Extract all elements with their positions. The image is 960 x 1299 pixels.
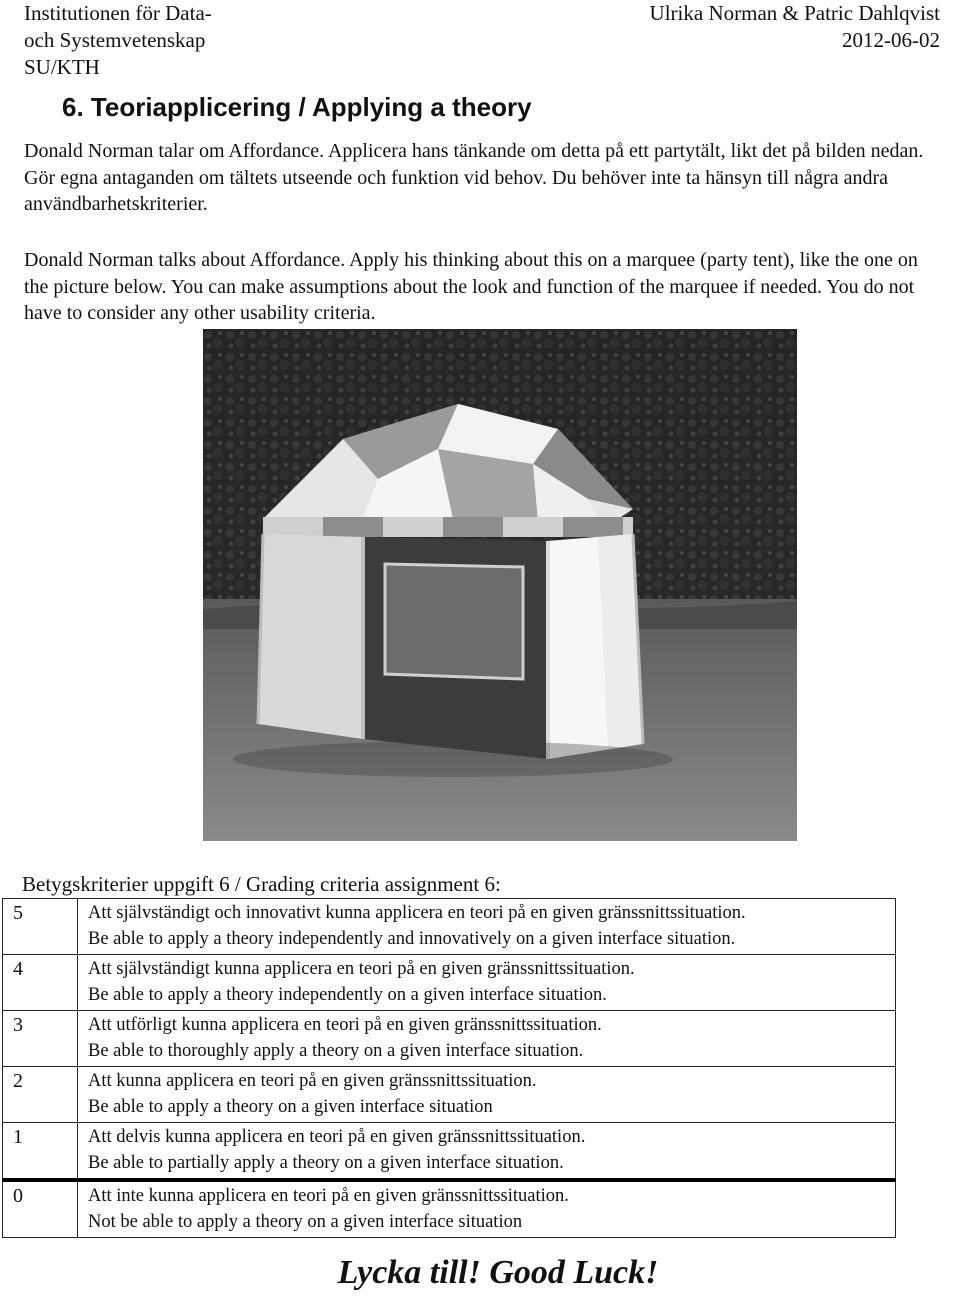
closing-good-luck: Lycka till! Good Luck! bbox=[337, 1254, 659, 1291]
assignment-text-swedish: Donald Norman talar om Affordance. Applicera hans tänkande om detta på ett partytält, likt det på bilden nedan. Gör egna antaganden om tältets utseende och funktion vid behov. Du behöver inte ta hänsyn till några andra användbarhetskriterier. bbox=[24, 140, 924, 215]
criteria-text-english: Not be able to apply a theory on a given interface situation bbox=[88, 1212, 523, 1232]
table-row bbox=[3, 1180, 896, 1238]
header-authors-date bbox=[650, 0, 940, 54]
table-row bbox=[3, 1011, 896, 1067]
marquee-tent-illustration bbox=[203, 329, 797, 841]
table-row bbox=[3, 1123, 896, 1181]
section-title: 6. Teoriapplicering / Applying a theory bbox=[62, 92, 532, 122]
grade-cell: 5 bbox=[3, 899, 78, 955]
criteria-description bbox=[78, 1123, 896, 1181]
grade-cell: 1 bbox=[3, 1123, 78, 1181]
header-authors: Ulrika Norman & Patric Dahlqvist bbox=[649, 1, 940, 25]
criteria-description bbox=[78, 1011, 896, 1067]
criteria-text-swedish: Att självständigt kunna applicera en teori på en given gränssnittssituation. bbox=[88, 959, 635, 979]
criteria-description bbox=[78, 955, 896, 1011]
header-left-line-1: Institutionen för Data- bbox=[24, 1, 212, 25]
grade-cell: 3 bbox=[3, 1011, 78, 1067]
grade-cell: 2 bbox=[3, 1067, 78, 1123]
header-date: 2012-06-02 bbox=[842, 28, 940, 52]
criteria-text-english: Be able to partially apply a theory on a given interface situation. bbox=[88, 1153, 564, 1173]
assignment-text-english: Donald Norman talks about Affordance. Apply his thinking about this on a marquee (party tent), like the one on the picture below. You can make assumptions about the look and function of the marquee if needed. You do not have to consider any other usability criteria. bbox=[24, 249, 918, 324]
criteria-text-swedish: Att inte kunna applicera en teori på en given gränssnittssituation. bbox=[88, 1186, 569, 1206]
header-institution bbox=[24, 0, 212, 81]
criteria-description bbox=[78, 899, 896, 955]
criteria-text-swedish: Att kunna applicera en teori på en given gränssnittssituation. bbox=[88, 1071, 537, 1091]
table-row bbox=[3, 955, 896, 1011]
grading-criteria-table bbox=[2, 898, 896, 1238]
grading-criteria-caption: Betygskriterier uppgift 6 / Grading criteria assignment 6: bbox=[22, 872, 501, 896]
criteria-text-swedish: Att utförligt kunna applicera en teori på en given gränssnittssituation. bbox=[88, 1015, 602, 1035]
criteria-text-swedish: Att delvis kunna applicera en teori på en given gränssnittssituation. bbox=[88, 1127, 586, 1147]
grade-cell: 0 bbox=[3, 1180, 78, 1238]
table-row bbox=[3, 1067, 896, 1123]
criteria-description bbox=[78, 1067, 896, 1123]
criteria-description bbox=[78, 1180, 896, 1238]
criteria-text-english: Be able to thoroughly apply a theory on a given interface situation. bbox=[88, 1041, 584, 1061]
criteria-text-english: Be able to apply a theory on a given interface situation bbox=[88, 1097, 493, 1117]
marquee-photo bbox=[203, 329, 797, 841]
header-left-line-3: SU/KTH bbox=[24, 55, 100, 79]
criteria-text-swedish: Att självständigt och innovativt kunna applicera en teori på en given gränssnittssituation. bbox=[88, 903, 746, 923]
criteria-text-english: Be able to apply a theory independently and innovatively on a given interface situation. bbox=[88, 929, 736, 949]
criteria-text-english: Be able to apply a theory independently on a given interface situation. bbox=[88, 985, 607, 1005]
header-left-line-2: och Systemvetenskap bbox=[24, 28, 206, 52]
grade-cell: 4 bbox=[3, 955, 78, 1011]
table-row bbox=[3, 899, 896, 955]
